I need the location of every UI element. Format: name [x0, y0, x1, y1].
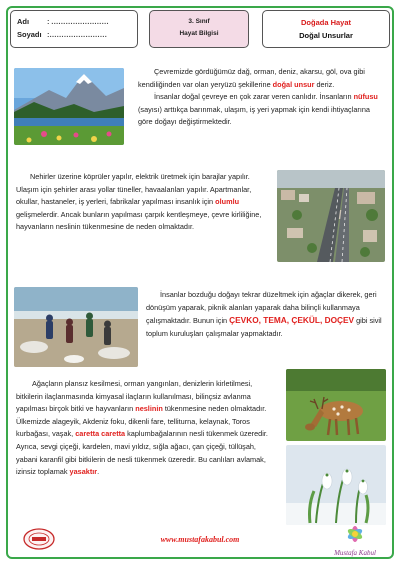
- name-field[interactable]: : ……………………: [47, 17, 109, 26]
- flower-logo-icon: [340, 522, 370, 546]
- website-link[interactable]: www.mustafakabul.com: [160, 535, 240, 544]
- paragraph-extinction: Ağaçların plansız kesilmesi, orman yangınları, denizlerin kirletilmesi, bitkilerin ilaçlanmasında kimyasal ilaçların kullanılması, bilinçsiz avlanma yapılması birçok bitki ve hayvanların neslinin tükenmesine neden olmaktadır. Ülkemizde alageyik, Akdeniz foku, dikenli fare, telliturna, kelaynak, Toros kurbağası, vaşak, caretta caretta kaplumbağalarının nesli tükenmek üzeredir. Ayrıca, sevgi çiçeği, kardelen, mavi yıldız, sığla ağacı, çan çiçeği, tüllüşah, yabani karanfil gibi bitkilerin de nesli tükenmek üzeredir. Bu canlıları avlamak, izinsiz toplamak yasaktır.: [16, 379, 268, 477]
- term-lineage: neslinin: [135, 404, 163, 414]
- topic-box: [262, 10, 390, 48]
- paragraph-construction: Nehirler üzerine köprüler yapılır, elektrik üretmek için barajlar yapılır. Ulaşım için şehirler arası yollar tüneller, havaalanları yapılır. Apartmanlar, okullar, hastaneler, iş yerleri, fabrikalar yapılması insanlık için olumlu gelişmelerdir. Ancak bunların yapılması çarpık kentleşmeye, çevre kirliliğine, hayvanların neslinin tükenmesine de neden olmaktadır.: [16, 172, 262, 232]
- author-logo: [330, 522, 380, 556]
- deer-icon: [286, 369, 386, 441]
- grade-box: [149, 10, 249, 48]
- student-info-box: [10, 10, 138, 48]
- term-forbidden: yasaktır: [69, 467, 98, 477]
- surname-label: Soyadı: [17, 30, 42, 39]
- author-signature: Mustafa Kabul: [334, 549, 376, 557]
- topic-title: Doğal Unsurlar: [299, 31, 353, 40]
- grade-label: 3. Sınıf: [188, 18, 210, 25]
- organizations-list: ÇEVKO, TEMA, ÇEKÜL, DOÇEV: [229, 315, 355, 326]
- paragraph-restoration: İnsanlar bozduğu doğayı tekrar düzeltmek için ağaçlar dikerek, geri dönüşüm yaparak, piknik alanları yaparak daha bilinçli kullanmaya çalışmaktadır. Bunun için ÇEVKO, TEMA, ÇEKÜL, DOÇEV gibi sivil toplum kuruluşları çalışmalar yapmaktadır.: [146, 290, 382, 338]
- term-population: nüfusu: [353, 92, 378, 102]
- surname-field[interactable]: :……………………: [47, 30, 107, 39]
- name-label: Adı: [17, 17, 30, 26]
- term-positive: olumlu: [215, 197, 240, 207]
- highway-city-icon: [277, 170, 385, 262]
- term-natural-element: doğal unsur: [272, 79, 315, 89]
- unit-title: Doğada Hayat: [300, 18, 351, 27]
- snowdrop-flower-icon: [286, 445, 386, 525]
- mountain-lake-icon: [14, 68, 124, 145]
- subject-label: Hayat Bilgisi: [179, 30, 219, 37]
- beach-cleanup-icon: [14, 287, 138, 367]
- term-caretta: caretta caretta: [75, 429, 126, 439]
- paragraph-natural-elements: Çevremizde gördüğümüz dağ, orman, deniz, akarsu, göl, ova gibi kendiliğinden var olan yeryüzü şekillerine doğal unsur deriz. İnsanlar doğal çevreye en çok zarar veren canlıdır. İnsanların nüfusu (sayısı) arttıkça barınmak, ulaşım, iş yeri yapmak için kendi ihtiyaçlarına göre doğayı değiştirmektedir.: [138, 67, 378, 127]
